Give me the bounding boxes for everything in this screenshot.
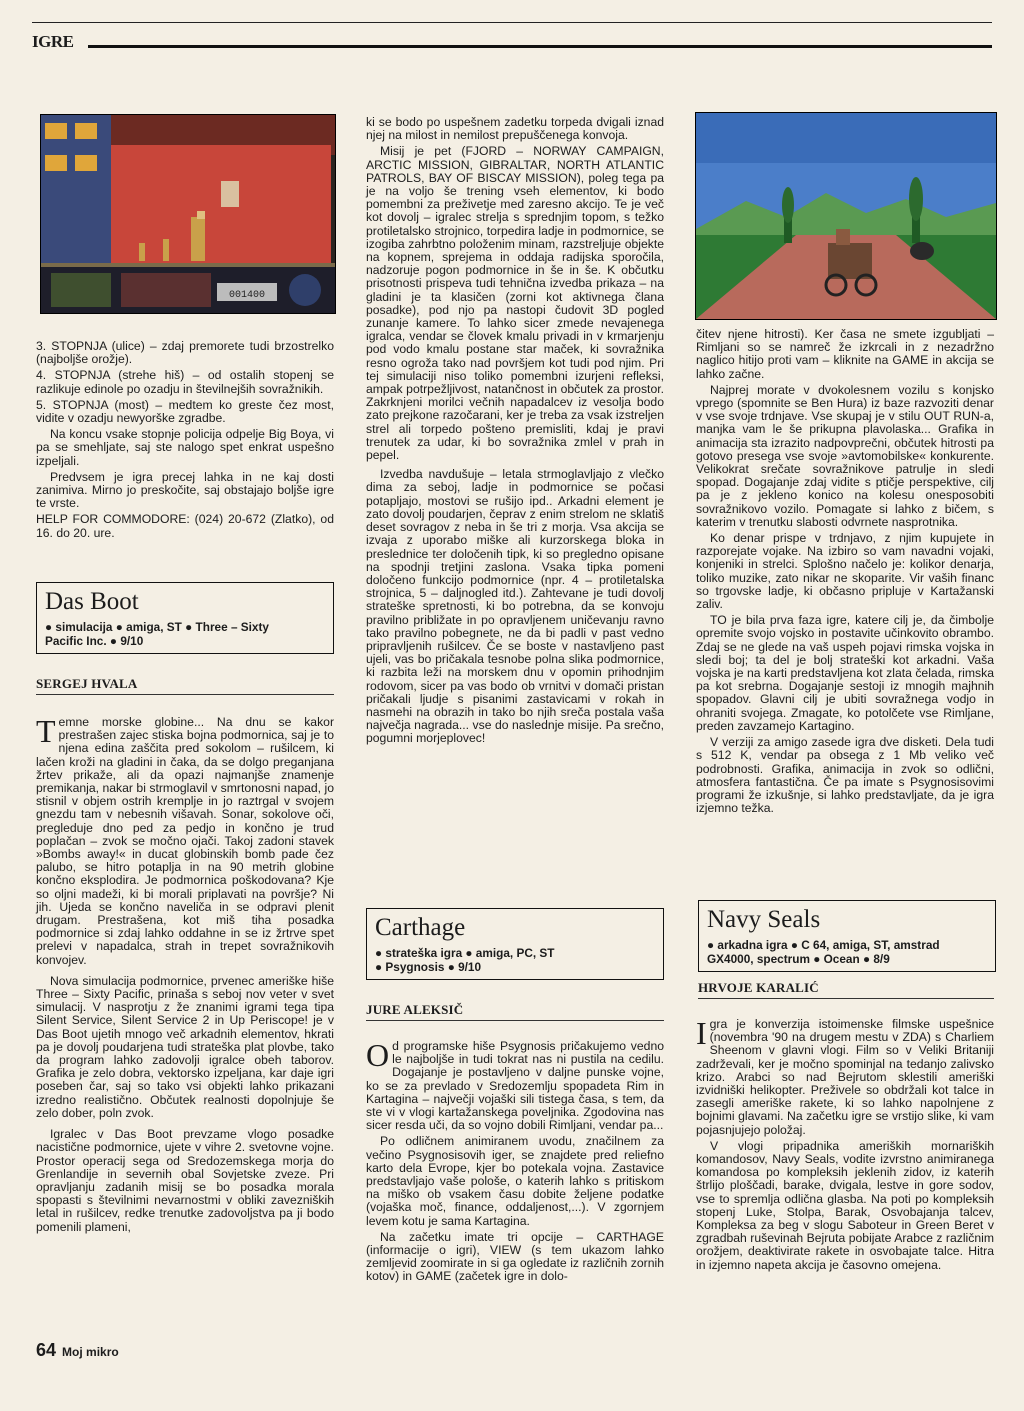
header-top-rule (32, 22, 992, 23)
column-1-article (36, 713, 334, 1237)
review-meta-line: Pacific Inc. ● 9/10 (45, 634, 144, 648)
paragraph: Predvsem je igra precej lahka in ne kaj dosti zanimiva. Mirno jo preskočite, saj obstajajo boljše igre te vrste. (36, 469, 334, 511)
paragraph: ki se bodo po uspešnem zadetku torpeda dvigali iznad njej na milost in nemilost prepuščenega konvoja. (366, 115, 664, 143)
author-name: SERGEJ HVALA (36, 676, 138, 691)
review-meta-line: ● arkadna igra ● C 64, amiga, ST, amstrad (707, 938, 940, 952)
review-title: Das Boot (45, 588, 139, 615)
review-meta-line: ● Psygnosis ● 9/10 (375, 960, 482, 974)
column-3-article (696, 1015, 994, 1275)
header-rule (88, 45, 992, 48)
paragraph: Po odličnem animiranem uvodu, značilnem za večino Psygnosisovih iger, se znajdete pred reliefno karto dela Evrope, kjer bo potekala vojna. Zastavice predstavljajo vaše pološe, o katerih lahko s pritiskom na miško ob vsakem času dobite željene podatke (vojaška moč, finance, oddaljenost,...). V zgornjem levem kotu je sama Kartagina. (366, 1134, 664, 1228)
page-header (32, 32, 992, 54)
paragraph: 4. STOPNJA (strehe hiš) – od ostalih stopenj se razlikuje edinole po ozadju in številnejših sovražnikih. (36, 368, 334, 396)
review-box-das-boot (36, 582, 334, 654)
section-title: IGRE (32, 32, 74, 51)
author-name: HRVOJE KARALIĆ (698, 980, 819, 995)
review-meta-line: ● strateška igra ● amiga, PC, ST (375, 946, 555, 960)
paragraph: čitev njene hitrosti). Ker časa ne smete izgubljati – Rimljani so se namreč že izkrcali in z nezadržno naglico hitijo proti vam – kliknite na GAME in akcija se lahko začne. (696, 327, 994, 381)
paragraph: Ko denar prispe v trdnjavo, z njim kupujete in razporejate vojake. Na izbiro so vam navadni vojaki, konjeniki in strelci. Splošno načelo je: kolikor denarja, toliko muzike, zato nikar ne skoparite. Vir vaših financ so trgovske ladje, ki občasno pripluje v Kartažanski zaliv. (696, 531, 994, 612)
page-number: 64 (36, 1340, 57, 1360)
drop-cap: O (366, 1037, 390, 1073)
paragraph: gra je konverzija istoimenske filmske uspešnice (novembra '90 na drugem mestu v ZDA) s Charliem Sheenom v glavni vlogi. Film so v Veliki Britaniji zadrževali, ker je močno spominjal na tedanjo zalivsko krizo. Arabci so nad Bejrutom sklestili ameriški izvidniški helikopter. Preživele so obdržali kot talce in zasegli ameriške rakete, ki so lahko napolnjene z bojnimi glavami. Na začetku igre se vrstijo slike, ki vam pojasnjujejo položaj. (696, 1017, 994, 1137)
paragraph: TO je bila prva faza igre, katere cilj je, da čimbolje opremite svojo vojsko in postavite učinkovito obrambo. Zdaj se ne glede na vaš uspeh pojavi rimska vojska in sledi boj; ta del je bolj strateški kot arkadni. Vaša vojska je na karti predstavljena kot zlata čelada, rimska pa kot srebrna. Dogajanje sestoji iz mnogih majhnih spopadov. Glavni cilj je ubiti sovražnega vodjo in ohraniti svojega. Zmagate, ko potolčete vse Rimljane, preden zavzamejo Kartagino. (696, 613, 994, 733)
screenshot-street-art (41, 115, 335, 313)
screenshot-chariot-art (696, 113, 996, 319)
author-name: JURE ALEKSIČ (366, 1002, 464, 1017)
review-meta-line: GX4000, spectrum ● Ocean ● 8/9 (707, 952, 890, 966)
drop-cap: T (36, 713, 56, 749)
author-rule (698, 998, 994, 999)
paragraph: V vlogi pripadnika ameriških mornariških komandosov, Navy Seals, vodite izvrstno animiranega komandosa po kompleksih jeklenih zidov, iz katerih štrlijo ploščadi, barake, dvigala, lestve in gore sodov, vse to spremlja odlična glasba. Na poti po kompleksih stopenj Luke, Stolpa, Barak, Osvobajanja talcev, Kompleksa za beg v slogu Saboteur in Green Beret v zgradbah ruševinah Bejruta pobijate Arabce z različnim orožjem, deaktivirate rakete in osvobajate talce. Hitra in izjemno napeta akcija je časovno omejena. (696, 1138, 994, 1272)
column-1-top (36, 340, 334, 543)
paragraph: Na koncu vsake stopnje policija odpelje Big Boya, vi pa se smehljate, saj ste nalogo spet enkrat uspešno izpeljali. (36, 427, 334, 468)
paragraph: d programske hiše Psygnosis pričakujemo vedno le najboljše in tudi tokrat nas ni pustila na cedilu. Dogajanje je postavljeno v daljne punske vojne, ko se za prevlado v Sredozemlju spopadeta Rim in Kartagina – največji vojaški sili tistega časa, s tem, da ste vi v vlogi kartažanskega poveljnika. Zgodovina nas sicer resda uči, da so vojno dobili Rimljani, vendar pa... (366, 1039, 664, 1133)
review-title: Navy Seals (707, 906, 821, 933)
paragraph: Nova simulacija podmornice, prvenec ameriške hiše Three – Sixty Pacific, prinaša s seboj nov veter v svet simulacij. V nasprotju z že znanimi igrami tega tipa Silent Service, Silent Service 2 in Up Periscope! je v Das Boot ujetih mnogo več arkadnih elementov, hkrati pa je dovolj poudarjena tudi strateška plat plovbe, tako da program lahko zadovolji igralce obeh taborov. Grafika je zelo dobra, vektorsko izpeljana, kar daje igri poseben čar, saj so tako vsi objekti lahko prikazani izredno realistično. Občutek realnosti dopolnjuje še zelo dober, poln zvok. (36, 973, 334, 1120)
author-rule (366, 1020, 664, 1021)
game-screenshot-street (40, 114, 336, 314)
review-box-carthage (366, 908, 664, 980)
paragraph: V verziji za amigo zasede igra dve disketi. Dela tudi s 512 K, vendar pa obsega z 1 Mb veliko več podrobnosti. Grafika, animacija in zvok so odlični, atmosfera fantastična. Če pa imate s Psygnosisovimi programi že izkušnje, si lahko predstavljate, da je igra izjemno težka. (696, 735, 994, 816)
game-screenshot-chariot (695, 112, 997, 320)
paragraph: HELP FOR COMMODORE: (024) 20-672 (Zlatko), od 16. do 20. ure. (36, 512, 334, 540)
author-rule (36, 694, 334, 695)
paragraph: Najprej morate v dvokolesnem vozilu s konjsko vprego (spomnite se Ben Hura) iz baze razvoziti denar v vse svoje trdnjave. Vse skupaj je v stilu OUT RUN-a, manjka vam le še prikupna plavolaska... Grafika in animacija sta izrazito nadpovprečni, občutek hitrosti pa gotovo presega vse svoje »avtomobilske« konkurente. Velikokrat srečate sovražnikove patrulje in sledi spopad. Dogajanje zdaj vidite s ptičje perspektive, cilj pa je z jekleno konico na kolesu onesposobiti sovražnikovo vozilo. Pomagate si lahko z bičem, s katerim v trenutku slabosti odvrnete nasprotnika. (696, 382, 994, 529)
column-2-article (366, 1037, 664, 1287)
paragraph: emne morske globine... Na dnu se kakor prestrašen zajec stiska bojna podmornica, saj je to njena edina zaščita pred sokolom – rušilcem, ki lačen kroži na gladini in čaka, da se dolgo preganjana žrtev prikaže, ali da opazi najmanjše znamenje premikanja, nakar bi strmoglavil v smrtonosni napad, jo stisnil v objem ostrih kremplje in jo raztrgal v svojem gnezdu tam v nebesnih višavah. Sonar, sokolove oči, pregleduje dno ped za pedjo in končno je trud poplačan – zvok se močno ojači. Takoj zadoni stavek »Bombs away!« in ducat globinskih bomb pade čez palubo, se hitro potaplja in na 90 metrih globine končno eksplodira. Je podmornica poškodovana? Kje so oljni madeži, ki bi morali priplavati na površje? Ni jih. Ujeda se končno naveliča in se odpravi plenit drugam. Prestrašena, kot miš tiha posadka podmornice si zdaj lahko oddahne in se iz žrtrve spet prelevi v napadalca, strah in trepet sovražnikovih konvojev. (36, 715, 334, 967)
paragraph: Igralec v Das Boot prevzame vlogo posadke nacistične podmornice, ujete v vihre 2. svetovne vojne. Prostor operacij sega od Sredozemskega morja do Grenlandije in severnih obal Sovjetske zveze. Pri opravljanju zadanih misij se bo posadka morala spopasti s številnimi nevarnostmi v obliki zavezniških letal in rušilcev, redke trenutke zadovoljstva pa ji bodo pomenili plameni, (36, 1127, 334, 1234)
paragraph: Izvedba navdušuje – letala strmoglavljajo z vlečko dima za seboj, ladje in podmornice se počasi potapljajo, mostovi se rušijo ipd.. Arkadni element je zato dovolj poudarjen, čeprav z enim strelom ne sklatiš deset sovragov z neba in še tri z morja. Vsa akcija se izvaja z uporabo miške ali kurzorskega bloka in preslednice ter določenih tipk, ki so pregledno opisane na spodnji tretjini zaslona. Vsaka tipka pomeni določeno funkcijo podmornice (npr. 4 – protiletalska strojnica, 5 – daljnogled itd.). Zahtevane je tudi dovolj strateške spretnosti, ki bo potrebna, da se konvoju pravilno približate in po opravljenem uničevanju ravno tako pravilno pobegnete, ne da bi padli v past vedno pripravljenih rušilcev. Če se boste v nastavljeno past ujeli, vas bo pričakala tesnobe polna slika podmornice, ki razbita leži na morskem dnu v opomin prihodnjim rodovom, sicer pa vas bodo ob vrnitvi v domači pristan pričakali ljudje s pisanimi zastavicami v rokah in nasmehi na obrazih in tako bo njih sreča postala vaša največja nagrada... vse do naslednje misije. Pa srečno, pogumni morjeplovec! (366, 467, 664, 746)
review-title: Carthage (375, 914, 466, 941)
paragraph: Misij je pet (FJORD – NORWAY CAMPAIGN, ARCTIC MISSION, GIBRALTAR, NORTH ATLANTIC PATROLS, BAY OF BISCAY MISSION), poleg tega pa je na voljo še trening vseh elementov, ki bodo pomembni za preživetje med zaresno akcijo. Te je več kot dovolj – igralec strelja s sprednjim topom, s težko protiletalsko strojnico, torpedira ladje in podmornice, se izogiba zahrbtno položenim minam, razstreljuje objekte na kopnem, sprejema in oddaja radijska sporočila, nadzoruje pogon podmornice in še in še. K občutku prisotnosti prispeva tudi tehnična izvedba prikaza – na gladini je ta klasičen (zorni kot aktivnega člana posadke), pod njo pa nastopi čudovit 3D pogled zunanje kamere. To lahko sicer zmede nevajenega igralca, vendar se človek kmalu privadi in v krmarjenju pod vodo kmalu postane star maček, ki sovražnika resno ogroža tako nad površjem kot tudi pod njim. Pri tej simulaciji niso toliko pomembni izurjeni refleksi, ampak potrpežljivost, natančnost in občutek za prostor. Zakrknjeni morilci večnih napadalcev iz vesolja bodo zato prejkone razočarani, ker je treba za vsak izstreljen strel ali torpedo pošteno premisliti, kdaj je pravi trenutek za udar, ki bo sovražnika zmlel v prah in pepel. (366, 144, 664, 463)
paragraph: 3. STOPNJA (ulice) – zdaj premorete tudi brzostrelko (najboljše orožje). (36, 339, 334, 367)
magazine-name: Moj mikro (62, 1345, 119, 1359)
paragraph: Na začetku imate tri opcije – CARTHAGE (informacije o igri), VIEW (s tem ukazom lahko zemljevid zoomirate in si ga ogledate iz različnih zornih kotov) in GAME (začetek igre in dolo- (366, 1229, 664, 1284)
column-2-top (366, 116, 664, 749)
hud-score: 001400 (228, 290, 266, 301)
review-meta-line: ● simulacija ● amiga, ST ● Three – Sixty (45, 620, 269, 634)
column-3-top (696, 328, 994, 818)
paragraph: 5. STOPNJA (most) – medtem ko greste čez most, vidite v ozadju newyorške zgradbe. (36, 397, 334, 426)
drop-cap: I (696, 1015, 707, 1051)
review-box-navy-seals (698, 900, 996, 972)
page-footer (36, 1340, 119, 1361)
